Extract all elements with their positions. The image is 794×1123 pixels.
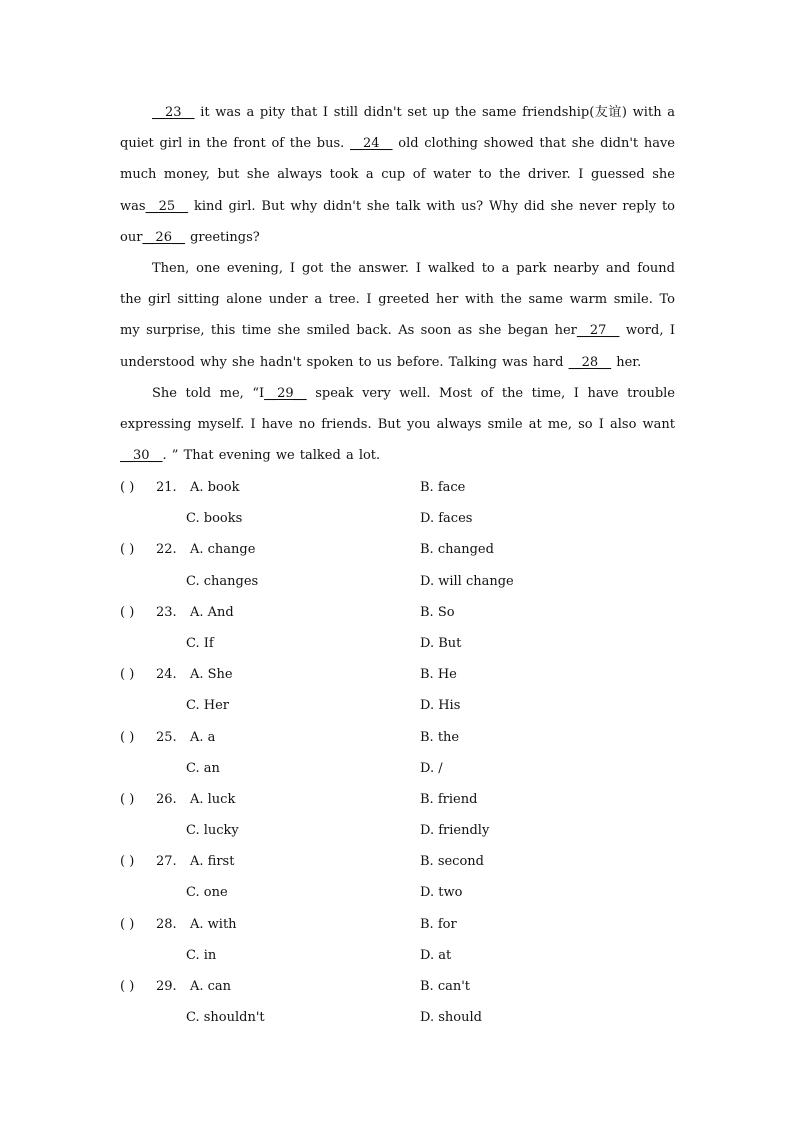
blank-29: __29__ <box>264 385 307 401</box>
answer-blank[interactable]: ( ) <box>120 729 135 745</box>
answer-blank[interactable]: ( ) <box>120 854 135 870</box>
option-d: D. friendly <box>420 823 490 839</box>
option-c: C. in <box>186 947 217 963</box>
question-row <box>120 754 720 785</box>
question-row <box>120 941 720 972</box>
option-a: A. book <box>190 480 240 495</box>
question-row <box>120 723 720 754</box>
passage <box>120 97 675 471</box>
option-a: A. with <box>190 916 237 932</box>
option-b: B. second <box>420 854 484 870</box>
option-d: D. at <box>420 947 452 963</box>
answer-blank[interactable]: ( ) <box>120 667 135 683</box>
option-c: C. an <box>186 760 220 776</box>
option-b: B. He <box>420 667 457 683</box>
paragraph-text: it was a pity that I still didn't set up the same friendship(友谊) with a quiet girl in the front of the bus. <box>120 105 675 152</box>
paragraph-text: She told me, “I <box>152 385 265 401</box>
answer-blank[interactable]: ( ) <box>120 542 135 558</box>
question-list <box>120 473 720 1034</box>
option-c: C. books <box>186 511 243 527</box>
option-a: A. change <box>190 542 256 558</box>
option-d: D. / <box>420 760 443 776</box>
option-b: B. So <box>420 604 455 620</box>
paragraph-text: her. <box>611 354 642 370</box>
paragraph-text: kind girl. But why didn't she talk with us? Why did she never reply to our <box>120 198 675 245</box>
blank-27: __27__ <box>576 323 620 339</box>
question-row <box>120 567 720 598</box>
question-number: 22. <box>156 542 177 558</box>
question-number: 28. <box>156 916 177 932</box>
question-row <box>120 972 720 1003</box>
question-row <box>120 785 720 816</box>
question-row <box>120 910 720 941</box>
question-row <box>120 535 720 566</box>
option-b: B. the <box>420 729 460 745</box>
question-number: 26. <box>156 791 177 807</box>
paragraph-text: old clothing showed that she didn't have much money, but she always took a cup of water to the driver. I guessed she was <box>120 136 675 214</box>
blank-26: __26__ <box>142 229 185 245</box>
question-row <box>120 629 720 660</box>
option-c: C. shouldn't <box>186 1010 265 1026</box>
option-d: D. two <box>420 885 463 901</box>
question-number: 29. <box>156 979 177 994</box>
blank-30: __30__ <box>120 448 163 464</box>
paragraph-text: Then, one evening, I got the answer. I walked to a park nearby and found the girl sitting alone under a tree. I greeted her with the same warm smile. To my surprise, this time she smiled back. As soon as she began her <box>120 261 675 339</box>
paragraph-3 <box>120 378 675 472</box>
blank-24: __24__ <box>350 136 393 152</box>
option-d: D. His <box>420 698 461 714</box>
option-b: B. friend <box>420 791 478 807</box>
answer-blank[interactable]: ( ) <box>120 979 135 994</box>
question-number: 25. <box>156 729 177 745</box>
option-c: C. changes <box>186 573 259 589</box>
option-c: C. one <box>186 885 228 901</box>
question-number: 21. <box>156 480 177 495</box>
option-d: D. But <box>420 635 462 651</box>
option-a: A. a <box>190 729 216 745</box>
option-c: C. If <box>186 635 214 651</box>
option-b: B. for <box>420 916 457 932</box>
question-row <box>120 504 720 535</box>
option-b: B. changed <box>420 542 494 558</box>
blank-23: __23__ <box>152 105 195 120</box>
answer-blank[interactable]: ( ) <box>120 791 135 807</box>
option-d: D. will change <box>420 573 514 589</box>
option-c: C. Her <box>186 698 229 714</box>
question-row <box>120 598 720 629</box>
option-d: D. should <box>420 1010 482 1026</box>
option-a: A. can <box>190 979 232 994</box>
paragraph-text: greetings? <box>184 229 260 245</box>
paragraph-text: word, I understood why she hadn't spoken to us before. Talking was hard <box>120 323 676 370</box>
blank-25: __25__ <box>145 198 189 214</box>
question-number: 27. <box>156 854 177 870</box>
question-row <box>120 878 720 909</box>
answer-blank[interactable]: ( ) <box>120 604 135 620</box>
question-row <box>120 660 720 691</box>
blank-28: __28__ <box>568 354 612 370</box>
question-number: 23. <box>156 604 177 620</box>
question-row <box>120 691 720 722</box>
question-row <box>120 473 720 504</box>
answer-blank[interactable]: ( ) <box>120 916 135 932</box>
paragraph-1 <box>120 97 675 253</box>
paragraph-text: speak very well. Most of the time, I have trouble expressing myself. I have no friends. But you always smile at me, so I also want <box>120 385 675 433</box>
option-d: D. faces <box>420 511 473 527</box>
option-a: A. She <box>190 667 233 683</box>
question-row <box>120 847 720 878</box>
question-number: 24. <box>156 667 177 683</box>
question-row <box>120 816 720 847</box>
option-a: A. luck <box>190 791 236 807</box>
option-b: B. face <box>420 480 466 495</box>
option-a: A. first <box>190 854 235 870</box>
answer-blank[interactable]: ( ) <box>120 480 135 495</box>
question-row <box>120 1003 720 1034</box>
option-c: C. lucky <box>186 823 239 839</box>
paragraph-2 <box>120 253 675 378</box>
option-a: A. And <box>190 604 234 620</box>
paragraph-text: . ” That evening we talked a lot. <box>162 448 381 464</box>
option-b: B. can't <box>420 979 471 994</box>
